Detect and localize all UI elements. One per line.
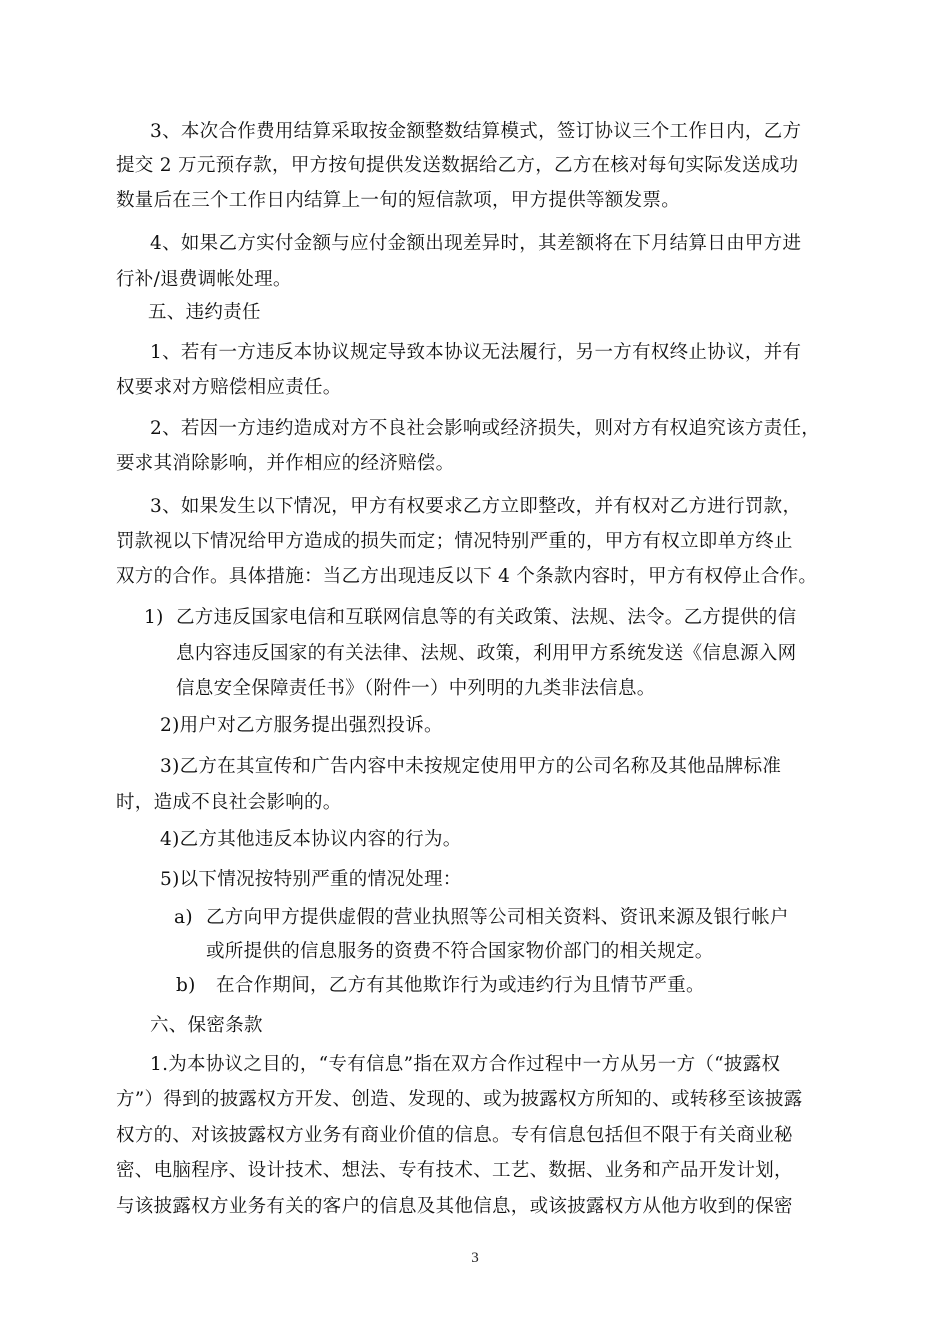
list-item-text: 在合作期间，乙方有其他欺诈行为或违约行为且情节严重。 xyxy=(216,975,705,996)
text-line: 1、若有一方违反本协议规定导致本协议无法履行，另一方有权终止协议，并有 xyxy=(150,342,802,363)
list-marker: a) xyxy=(174,907,193,928)
list-item-text: 2)用户对乙方服务提出强烈投诉。 xyxy=(160,715,443,736)
text-line: 权方的、对该披露权方业务有商业价值的信息。专有信息包括但不限于有关商业秘 xyxy=(116,1125,793,1146)
list-item-text: 4)乙方其他违反本协议内容的行为。 xyxy=(160,829,462,850)
list-item-text: 3)乙方在其宣传和广告内容中未按规定使用甲方的公司名称及其他品牌标准 xyxy=(160,756,782,777)
section-heading: 六、保密条款 xyxy=(150,1015,263,1036)
text-line: 1.为本协议之目的，“专有信息”指在双方合作过程中一方从另一方（“披露权 xyxy=(150,1054,781,1075)
list-item-text: 时，造成不良社会影响的。 xyxy=(116,792,342,813)
list-item-text: 乙方向甲方提供虚假的营业执照等公司相关资料、资讯来源及银行帐户 xyxy=(206,907,789,928)
text-line: 2、若因一方违约造成对方不良社会影响或经济损失，则对方有权追究该方责任， xyxy=(150,418,821,439)
list-marker: b) xyxy=(176,975,196,996)
page-number: 3 xyxy=(471,1250,479,1266)
list-marker: 1) xyxy=(144,607,164,628)
text-line: 与该披露权方业务有关的客户的信息及其他信息，或该披露权方从他方收到的保密 xyxy=(116,1196,793,1217)
text-line: 行补/退费调帐处理。 xyxy=(116,269,292,290)
text-line: 权要求对方赔偿相应责任。 xyxy=(116,377,342,398)
text-line: 3、本次合作费用结算采取按金额整数结算模式，签订协议三个工作日内，乙方 xyxy=(150,121,802,142)
text-line: 密、电脑程序、设计技术、想法、专有技术、工艺、数据、业务和产品开发计划， xyxy=(116,1160,793,1181)
list-item-text: 乙方违反国家电信和互联网信息等的有关政策、法规、法令。乙方提供的信 xyxy=(176,607,797,628)
text-line: 罚款视以下情况给甲方造成的损失而定；情况特别严重的，甲方有权立即单方终止 xyxy=(116,531,793,552)
text-line: 数量后在三个工作日内结算上一旬的短信款项，甲方提供等额发票。 xyxy=(116,190,681,211)
text-line: 要求其消除影响，并作相应的经济赔偿。 xyxy=(116,453,455,474)
text-line: 方”）得到的披露权方开发、创造、发现的、或为披露权方所知的、或转移至该披露 xyxy=(116,1089,803,1110)
text-line: 双方的合作。具体措施：当乙方出现违反以下 4 个条款内容时，甲方有权停止合作。 xyxy=(116,566,818,587)
text-line: 3、如果发生以下情况，甲方有权要求乙方立即整改，并有权对乙方进行罚款， xyxy=(150,496,802,517)
text-line: 提交 2 万元预存款，甲方按旬提供发送数据给乙方，乙方在核对每旬实际发送成功 xyxy=(116,155,799,176)
list-item-text: 5)以下情况按特别严重的情况处理： xyxy=(160,869,462,890)
text-line: 4、如果乙方实付金额与应付金额出现差异时，其差额将在下月结算日由甲方进 xyxy=(150,233,802,254)
list-item-text: 或所提供的信息服务的资费不符合国家物价部门的相关规定。 xyxy=(206,941,714,962)
list-item-text: 信息安全保障责任书》（附件一）中列明的九类非法信息。 xyxy=(176,678,656,699)
section-heading: 五、违约责任 xyxy=(148,302,261,323)
list-item-text: 息内容违反国家的有关法律、法规、政策，利用甲方系统发送《信息源入网 xyxy=(176,643,797,664)
